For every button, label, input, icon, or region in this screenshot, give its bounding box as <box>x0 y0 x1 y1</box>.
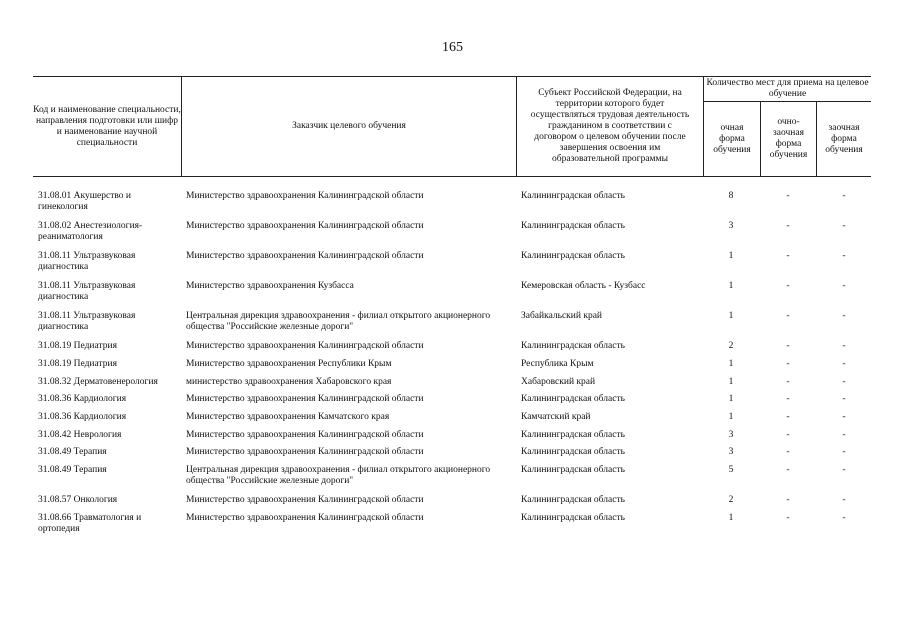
cell-full-time: 5 <box>728 465 734 475</box>
cell-full-time: 1 <box>728 394 734 404</box>
cell-mixed: - <box>786 221 790 231</box>
cell-subject: Калининградская область <box>521 251 625 261</box>
cell-full-time: 1 <box>728 513 734 523</box>
cell-mixed: - <box>786 311 790 321</box>
header-part-time: заочная форма обучения <box>825 122 863 155</box>
cell-code: 31.08.19 Педиатрия <box>38 359 117 369</box>
cell-customer: Министерство здравоохранения Калининградской области <box>186 513 424 523</box>
header-code: Код и наименование специальности, направления подготовки или шифр и наименование научной специальности <box>33 104 181 148</box>
cell-part-time: - <box>842 495 846 505</box>
cell-subject: Калининградская область <box>521 430 625 440</box>
cell-subject: Калининградская область <box>521 221 625 231</box>
cell-mixed: - <box>786 412 790 422</box>
cell-full-time: 3 <box>728 430 734 440</box>
cell-subject: Калининградская область <box>521 191 625 201</box>
cell-full-time: 3 <box>728 221 734 231</box>
cell-code: 31.08.01 Акушерство и гинекология <box>38 191 131 212</box>
cell-part-time: - <box>842 191 846 201</box>
cell-code: 31.08.36 Кардиология <box>38 394 127 404</box>
header-mixed: очно-заочная форма обучения <box>769 117 808 160</box>
cell-customer: министерство здравоохранения Хабаровского края <box>186 377 392 387</box>
cell-part-time: - <box>842 221 846 231</box>
cell-subject: Камчатский край <box>521 412 591 422</box>
cell-mixed: - <box>786 191 790 201</box>
cell-full-time: 2 <box>728 495 734 505</box>
cell-full-time: 1 <box>728 251 734 261</box>
cell-code: 31.08.19 Педиатрия <box>38 341 117 351</box>
cell-full-time: 3 <box>728 447 734 457</box>
cell-subject: Калининградская область <box>521 394 625 404</box>
cell-customer: Министерство здравоохранения Республики Крым <box>186 359 392 369</box>
cell-customer: Центральная дирекция здравоохранения - филиал открытого акционерного общества "Российские железные дороги" <box>186 311 491 332</box>
cell-part-time: - <box>842 465 846 475</box>
cell-customer: Министерство здравоохранения Калининградской области <box>186 447 424 457</box>
cell-part-time: - <box>842 311 846 321</box>
header-places: Количество мест для приема на целевое обучение <box>706 78 869 99</box>
cell-code: 31.08.11 Ультразвуковая диагностика <box>38 311 136 332</box>
cell-full-time: 2 <box>728 341 734 351</box>
cell-part-time: - <box>842 251 846 261</box>
cell-mixed: - <box>786 281 790 291</box>
cell-code: 31.08.11 Ультразвуковая диагностика <box>38 251 136 272</box>
header-customer: Заказчик целевого обучения <box>292 121 406 131</box>
cell-subject: Забайкальский край <box>521 311 602 321</box>
cell-subject: Калининградская область <box>521 495 625 505</box>
cell-part-time: - <box>842 412 846 422</box>
cell-mixed: - <box>786 465 790 475</box>
cell-part-time: - <box>842 359 846 369</box>
cell-mixed: - <box>786 513 790 523</box>
cell-subject: Хабаровский край <box>521 377 596 387</box>
cell-mixed: - <box>786 394 790 404</box>
cell-code: 31.08.11 Ультразвуковая диагностика <box>38 281 136 302</box>
cell-code: 31.08.49 Терапия <box>38 447 107 457</box>
cell-code: 31.08.02 Анестезиология-реаниматология <box>38 221 143 242</box>
cell-part-time: - <box>842 281 846 291</box>
cell-part-time: - <box>842 394 846 404</box>
header-subject: Субъект Российской Федерации, на территории которого будет осуществляться трудовая деятельность гражданином в соответствии с договором о целевом обучении после завершения освоения им образовательной программы <box>530 88 690 164</box>
cell-subject: Калининградская область <box>521 447 625 457</box>
column-divider <box>516 76 517 176</box>
cell-customer: Министерство здравоохранения Калининградской области <box>186 430 424 440</box>
cell-code: 31.08.32 Дерматовенерология <box>38 377 158 387</box>
cell-mixed: - <box>786 447 790 457</box>
cell-subject: Калининградская область <box>521 513 625 523</box>
cell-mixed: - <box>786 359 790 369</box>
cell-customer: Министерство здравоохранения Калининградской области <box>186 221 424 231</box>
cell-customer: Министерство здравоохранения Камчатского края <box>186 412 390 422</box>
cell-mixed: - <box>786 251 790 261</box>
cell-mixed: - <box>786 495 790 505</box>
cell-full-time: 1 <box>728 311 734 321</box>
cell-code: 31.08.49 Терапия <box>38 465 107 475</box>
cell-full-time: 1 <box>728 359 734 369</box>
cell-code: 31.08.36 Кардиология <box>38 412 127 422</box>
cell-subject: Кемеровская область - Кузбасс <box>521 281 646 291</box>
cell-mixed: - <box>786 341 790 351</box>
header-bottom-rule <box>33 176 871 177</box>
cell-subject: Калининградская область <box>521 465 625 475</box>
cell-part-time: - <box>842 430 846 440</box>
cell-customer: Центральная дирекция здравоохранения - филиал открытого акционерного общества "Российские железные дороги" <box>186 465 491 486</box>
cell-part-time: - <box>842 513 846 523</box>
cell-code: 31.08.66 Травматология и ортопедия <box>38 513 142 534</box>
cell-part-time: - <box>842 377 846 387</box>
cell-customer: Министерство здравоохранения Калининградской области <box>186 191 424 201</box>
cell-mixed: - <box>786 377 790 387</box>
header-full-time: очная форма обучения <box>713 122 751 155</box>
cell-full-time: 8 <box>728 191 734 201</box>
cell-part-time: - <box>842 447 846 457</box>
cell-customer: Министерство здравоохранения Калининградской области <box>186 495 424 505</box>
cell-customer: Министерство здравоохранения Кузбасса <box>186 281 354 291</box>
cell-customer: Министерство здравоохранения Калининградской области <box>186 341 424 351</box>
cell-customer: Министерство здравоохранения Калининградской области <box>186 394 424 404</box>
cell-subject: Республика Крым <box>521 359 594 369</box>
cell-code: 31.08.42 Неврология <box>38 430 122 440</box>
cell-full-time: 1 <box>728 377 734 387</box>
cell-customer: Министерство здравоохранения Калининградской области <box>186 251 424 261</box>
cell-code: 31.08.57 Онкология <box>38 495 118 505</box>
page-number: 165 <box>442 40 463 55</box>
cell-mixed: - <box>786 430 790 440</box>
cell-full-time: 1 <box>728 412 734 422</box>
cell-subject: Калининградская область <box>521 341 625 351</box>
cell-part-time: - <box>842 341 846 351</box>
cell-full-time: 1 <box>728 281 734 291</box>
